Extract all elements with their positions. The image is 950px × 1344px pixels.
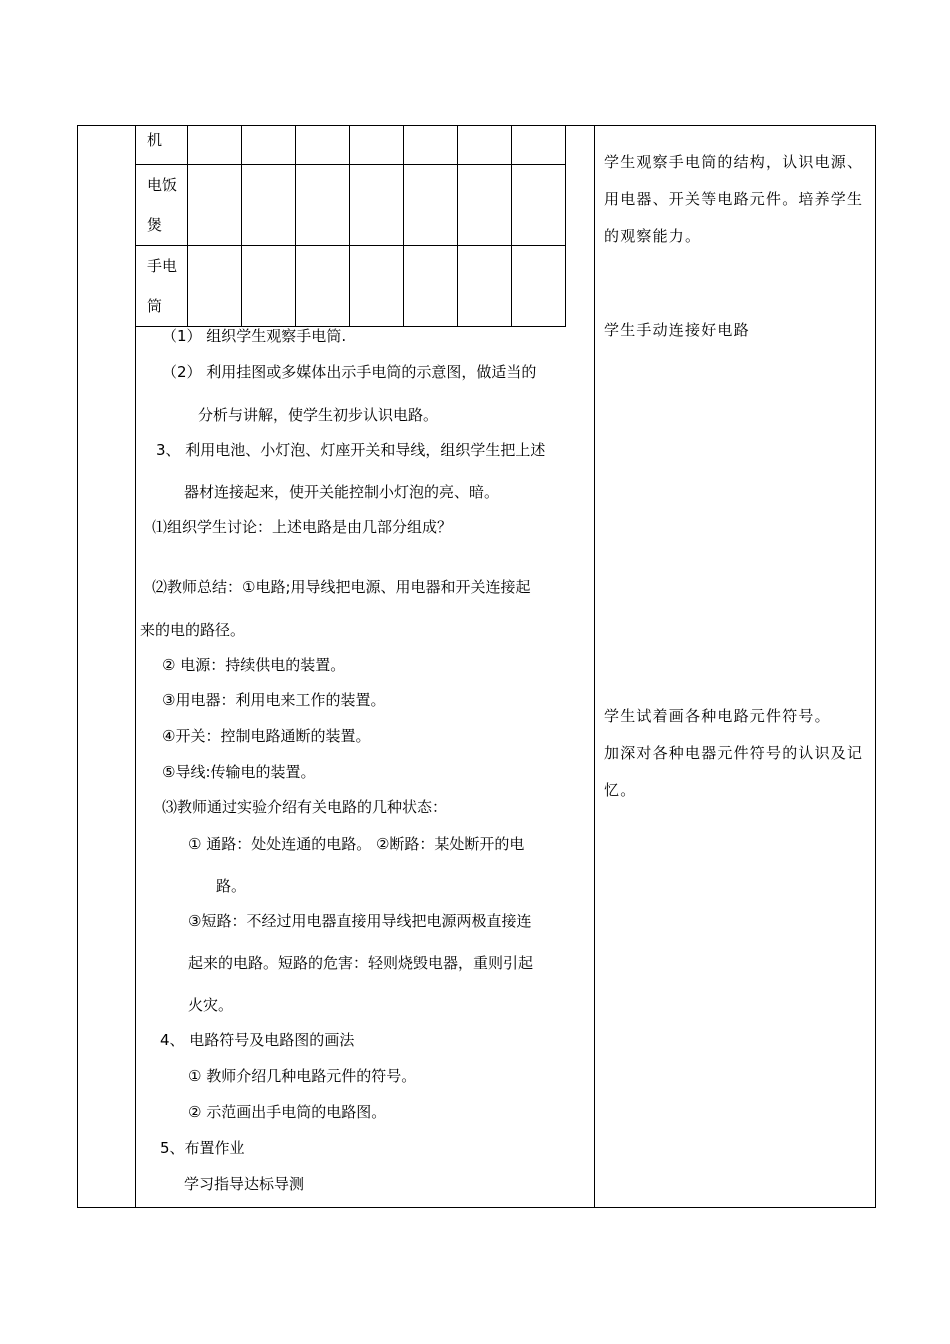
text-line: 4、 电路符号及电路图的画法 (160, 1031, 355, 1049)
text-line: ④开关：控制电路通断的装置。 (162, 727, 371, 745)
column-divider-right (594, 125, 595, 1208)
text-line: ⑤导线:传输电的装置。 (162, 763, 316, 781)
table-row (136, 165, 566, 246)
text-line: ① 通路：处处连通的电路。 ②断路：某处断开的电 (188, 835, 525, 853)
table-row (136, 126, 566, 165)
activity-paragraph: 加深对各种电器元件符号的认识及记忆。 (604, 744, 864, 799)
table-row (136, 246, 566, 327)
activity-paragraph: 学生手动连接好电路 (604, 321, 750, 339)
row-label: 电饭 煲 (136, 165, 188, 246)
appliance-table (135, 125, 566, 327)
text-line: ② 电源：持续供电的装置。 (162, 656, 346, 674)
text-line: 3、 利用电池、小灯泡、灯座开关和导线，组织学生把上述 (156, 441, 546, 459)
text-line: 来的电的路径。 (140, 621, 246, 639)
text-line: （1） 组织学生观察手电筒. (162, 327, 347, 345)
text-line: 火灾。 (188, 996, 234, 1014)
activity-paragraph: 学生观察手电筒的结构，认识电源、用电器、开关等电路元件。培养学生的观察能力。 (604, 153, 864, 245)
text-line: ⑶教师通过实验介绍有关电路的几种状态： (162, 798, 448, 816)
text-line: 路。 (216, 877, 247, 895)
text-line: ① 教师介绍几种电路元件的符号。 (188, 1067, 417, 1085)
text-line: ③用电器：利用电来工作的装置。 (162, 691, 386, 709)
text-line: （2） 利用挂图或多媒体出示手电筒的示意图，做适当的 (162, 363, 537, 381)
text-line: ⑵教师总结：①电路;用导线把电源、用电器和开关连接起 (152, 578, 531, 596)
text-line: 分析与讲解，使学生初步认识电路。 (198, 406, 439, 424)
row-label: 手电 筒 (136, 246, 188, 327)
row-label: 机 (136, 126, 188, 165)
text-line: ⑴组织学生讨论：上述电路是由几部分组成？ (152, 518, 453, 536)
text-line: 5、布置作业 (160, 1139, 245, 1157)
text-line: ② 示范画出手电筒的电路图。 (188, 1103, 387, 1121)
text-line: ③短路：不经过用电器直接用导线把电源两极直接连 (188, 912, 532, 930)
activity-paragraph: 学生试着画各种电路元件符号。 (604, 707, 831, 725)
text-line: 器材连接起来，使开关能控制小灯泡的亮、暗。 (184, 483, 500, 501)
text-line: 学习指导达标导测 (184, 1175, 305, 1193)
text-line: 起来的电路。短路的危害：轻则烧毁电器，重则引起 (188, 954, 534, 972)
